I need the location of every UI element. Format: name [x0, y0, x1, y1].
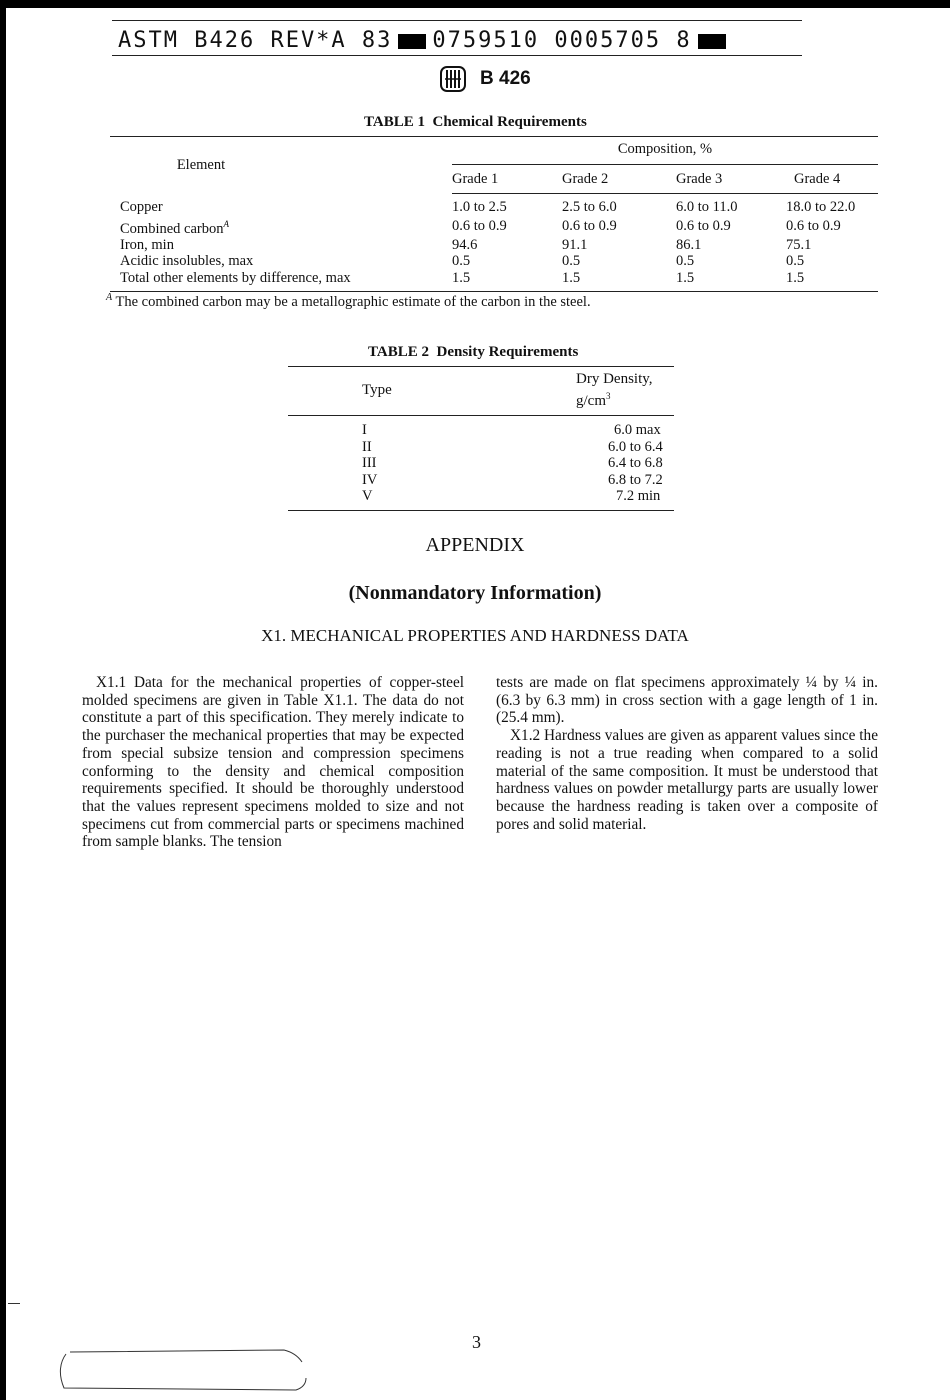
element-name: Acidic insolubles, max — [120, 253, 254, 270]
grade-header: Grade 4 — [786, 164, 878, 194]
element-header: Element — [176, 157, 226, 173]
table-cell: 18.0 to 22.0 — [786, 199, 856, 215]
table1-number: TABLE 1 — [364, 114, 425, 130]
table-row — [288, 455, 674, 472]
header-top-rule — [112, 20, 802, 21]
type-cell: III — [362, 455, 377, 471]
table-cell: 1.5 — [786, 269, 805, 286]
element-name: Iron, min — [120, 236, 174, 253]
margin-mark — [8, 1303, 20, 1304]
table-cell: 0.5 — [562, 253, 581, 270]
chemical-requirements-table — [110, 136, 878, 292]
table-row — [288, 416, 674, 439]
element-name-cell — [110, 216, 452, 237]
table-cell: 91.1 — [562, 236, 588, 253]
table1-title: Chemical Requirements — [432, 114, 587, 130]
density-header: Dry Density, g/cm — [576, 371, 653, 409]
table-cell: 0.5 — [786, 253, 805, 270]
paragraph-x1-2: X1.2 Hardness values are given as apparent values since the reading is not a true reading when compared to a solid material of the same composition. It must be understood that hardness values on powder metallurgy parts are usually lower because the hardness reading is taken over a composite of pores and solid material. — [496, 727, 878, 833]
appendix-title: APPENDIX — [425, 534, 525, 556]
footnote-text: The combined carbon may be a metallographic estimate of the carbon in the steel. — [115, 293, 591, 310]
table-row — [110, 216, 878, 237]
doc-code-left: ASTM B426 REV*A 83 — [118, 28, 393, 53]
type-header: Type — [288, 367, 512, 416]
right-column — [496, 674, 878, 833]
scan-top-border — [0, 0, 950, 8]
table-cell: 1.5 — [452, 269, 471, 286]
table-cell: 0.5 — [676, 253, 695, 270]
black-block — [698, 34, 726, 49]
table2-title: Density Requirements — [436, 344, 579, 360]
table-row — [288, 439, 674, 456]
paragraph-x1-1: X1.1 Data for the mechanical properties of copper-steel molded specimens are given in Table X1.1. The data do not constitute a part of this specification. They merely indicate to the purchaser the mechanical properties that may be expected from special subsize tension and compression specimens conforming to the density and chemical composition requirements specified. It should be thoroughly understood that the values represent specimens molded to size and not specimens cut from commercial parts or specimens machined from sample blanks. The tension — [82, 674, 464, 851]
table-cell: 94.6 — [452, 236, 478, 253]
table-row — [110, 270, 878, 292]
grade-header: Grade 1 — [452, 164, 562, 194]
standard-header — [440, 66, 531, 92]
astm-logo-icon — [440, 66, 466, 92]
type-cell: I — [362, 422, 367, 438]
table-cell: 1.0 to 2.5 — [452, 199, 507, 215]
element-name: Combined carbon — [120, 220, 224, 237]
density-cell: 7.2 min — [616, 488, 661, 504]
table-cell: 6.0 to 11.0 — [676, 199, 738, 215]
table-cell: 1.5 — [562, 269, 581, 286]
density-requirements-table — [288, 366, 674, 511]
table-row — [110, 237, 878, 254]
table-row — [110, 194, 878, 216]
section-heading: X1. MECHANICAL PROPERTIES AND HARDNESS DATA — [261, 626, 689, 645]
page-number: 3 — [472, 1332, 481, 1352]
element-name: Copper — [120, 198, 163, 215]
type-cell: V — [362, 488, 373, 504]
table-row — [288, 472, 674, 489]
appendix-subtitle: (Nonmandatory Information) — [348, 582, 602, 604]
density-header-cell — [512, 367, 674, 416]
standard-number: B 426 — [480, 68, 531, 89]
footnote-marker: A — [223, 218, 229, 229]
table1-footnote — [106, 292, 591, 311]
density-unit-exponent: 3 — [606, 390, 611, 401]
density-cell: 6.0 to 6.4 — [608, 438, 663, 455]
black-block — [398, 34, 426, 49]
table-row — [110, 253, 878, 270]
composition-header: Composition, % — [452, 137, 878, 165]
grade-header: Grade 3 — [676, 164, 786, 194]
table-cell: 2.5 to 6.0 — [562, 199, 617, 215]
table1-caption — [364, 114, 587, 131]
scan-left-border — [0, 0, 6, 1400]
density-cell: 6.4 to 6.8 — [608, 455, 663, 471]
paragraph-x1-1-continued: tests are made on flat specimens approximately ¼ by ¼ in. (6.3 by 6.3 mm) in cross section with a gage length of 1 in. (25.4 mm). — [496, 674, 878, 727]
table-row — [288, 488, 674, 510]
table-cell: 0.6 to 0.9 — [676, 217, 731, 234]
density-cell: 6.0 max — [614, 422, 661, 438]
table-cell: 0.6 to 0.9 — [786, 217, 841, 234]
grade-header: Grade 2 — [562, 164, 676, 194]
document-code-line — [118, 28, 808, 53]
table-cell: 1.5 — [676, 269, 695, 286]
element-name: Total other elements by difference, max — [120, 269, 351, 286]
table-cell: 0.5 — [452, 253, 471, 270]
type-cell: II — [362, 438, 372, 455]
doc-code-right: 0759510 0005705 8 — [432, 28, 692, 53]
left-column — [82, 674, 464, 851]
corner-scan-mark — [56, 1344, 316, 1396]
header-rule — [112, 55, 802, 56]
density-cell: 6.8 to 7.2 — [608, 471, 663, 488]
footnote-marker: A — [106, 292, 113, 303]
type-cell: IV — [362, 471, 378, 488]
table2-caption — [368, 344, 578, 361]
table-cell: 75.1 — [786, 236, 812, 253]
table2-number: TABLE 2 — [368, 344, 429, 360]
table-cell: 0.6 to 0.9 — [562, 217, 617, 234]
table-cell: 86.1 — [676, 236, 702, 253]
table-cell: 0.6 to 0.9 — [452, 217, 507, 234]
